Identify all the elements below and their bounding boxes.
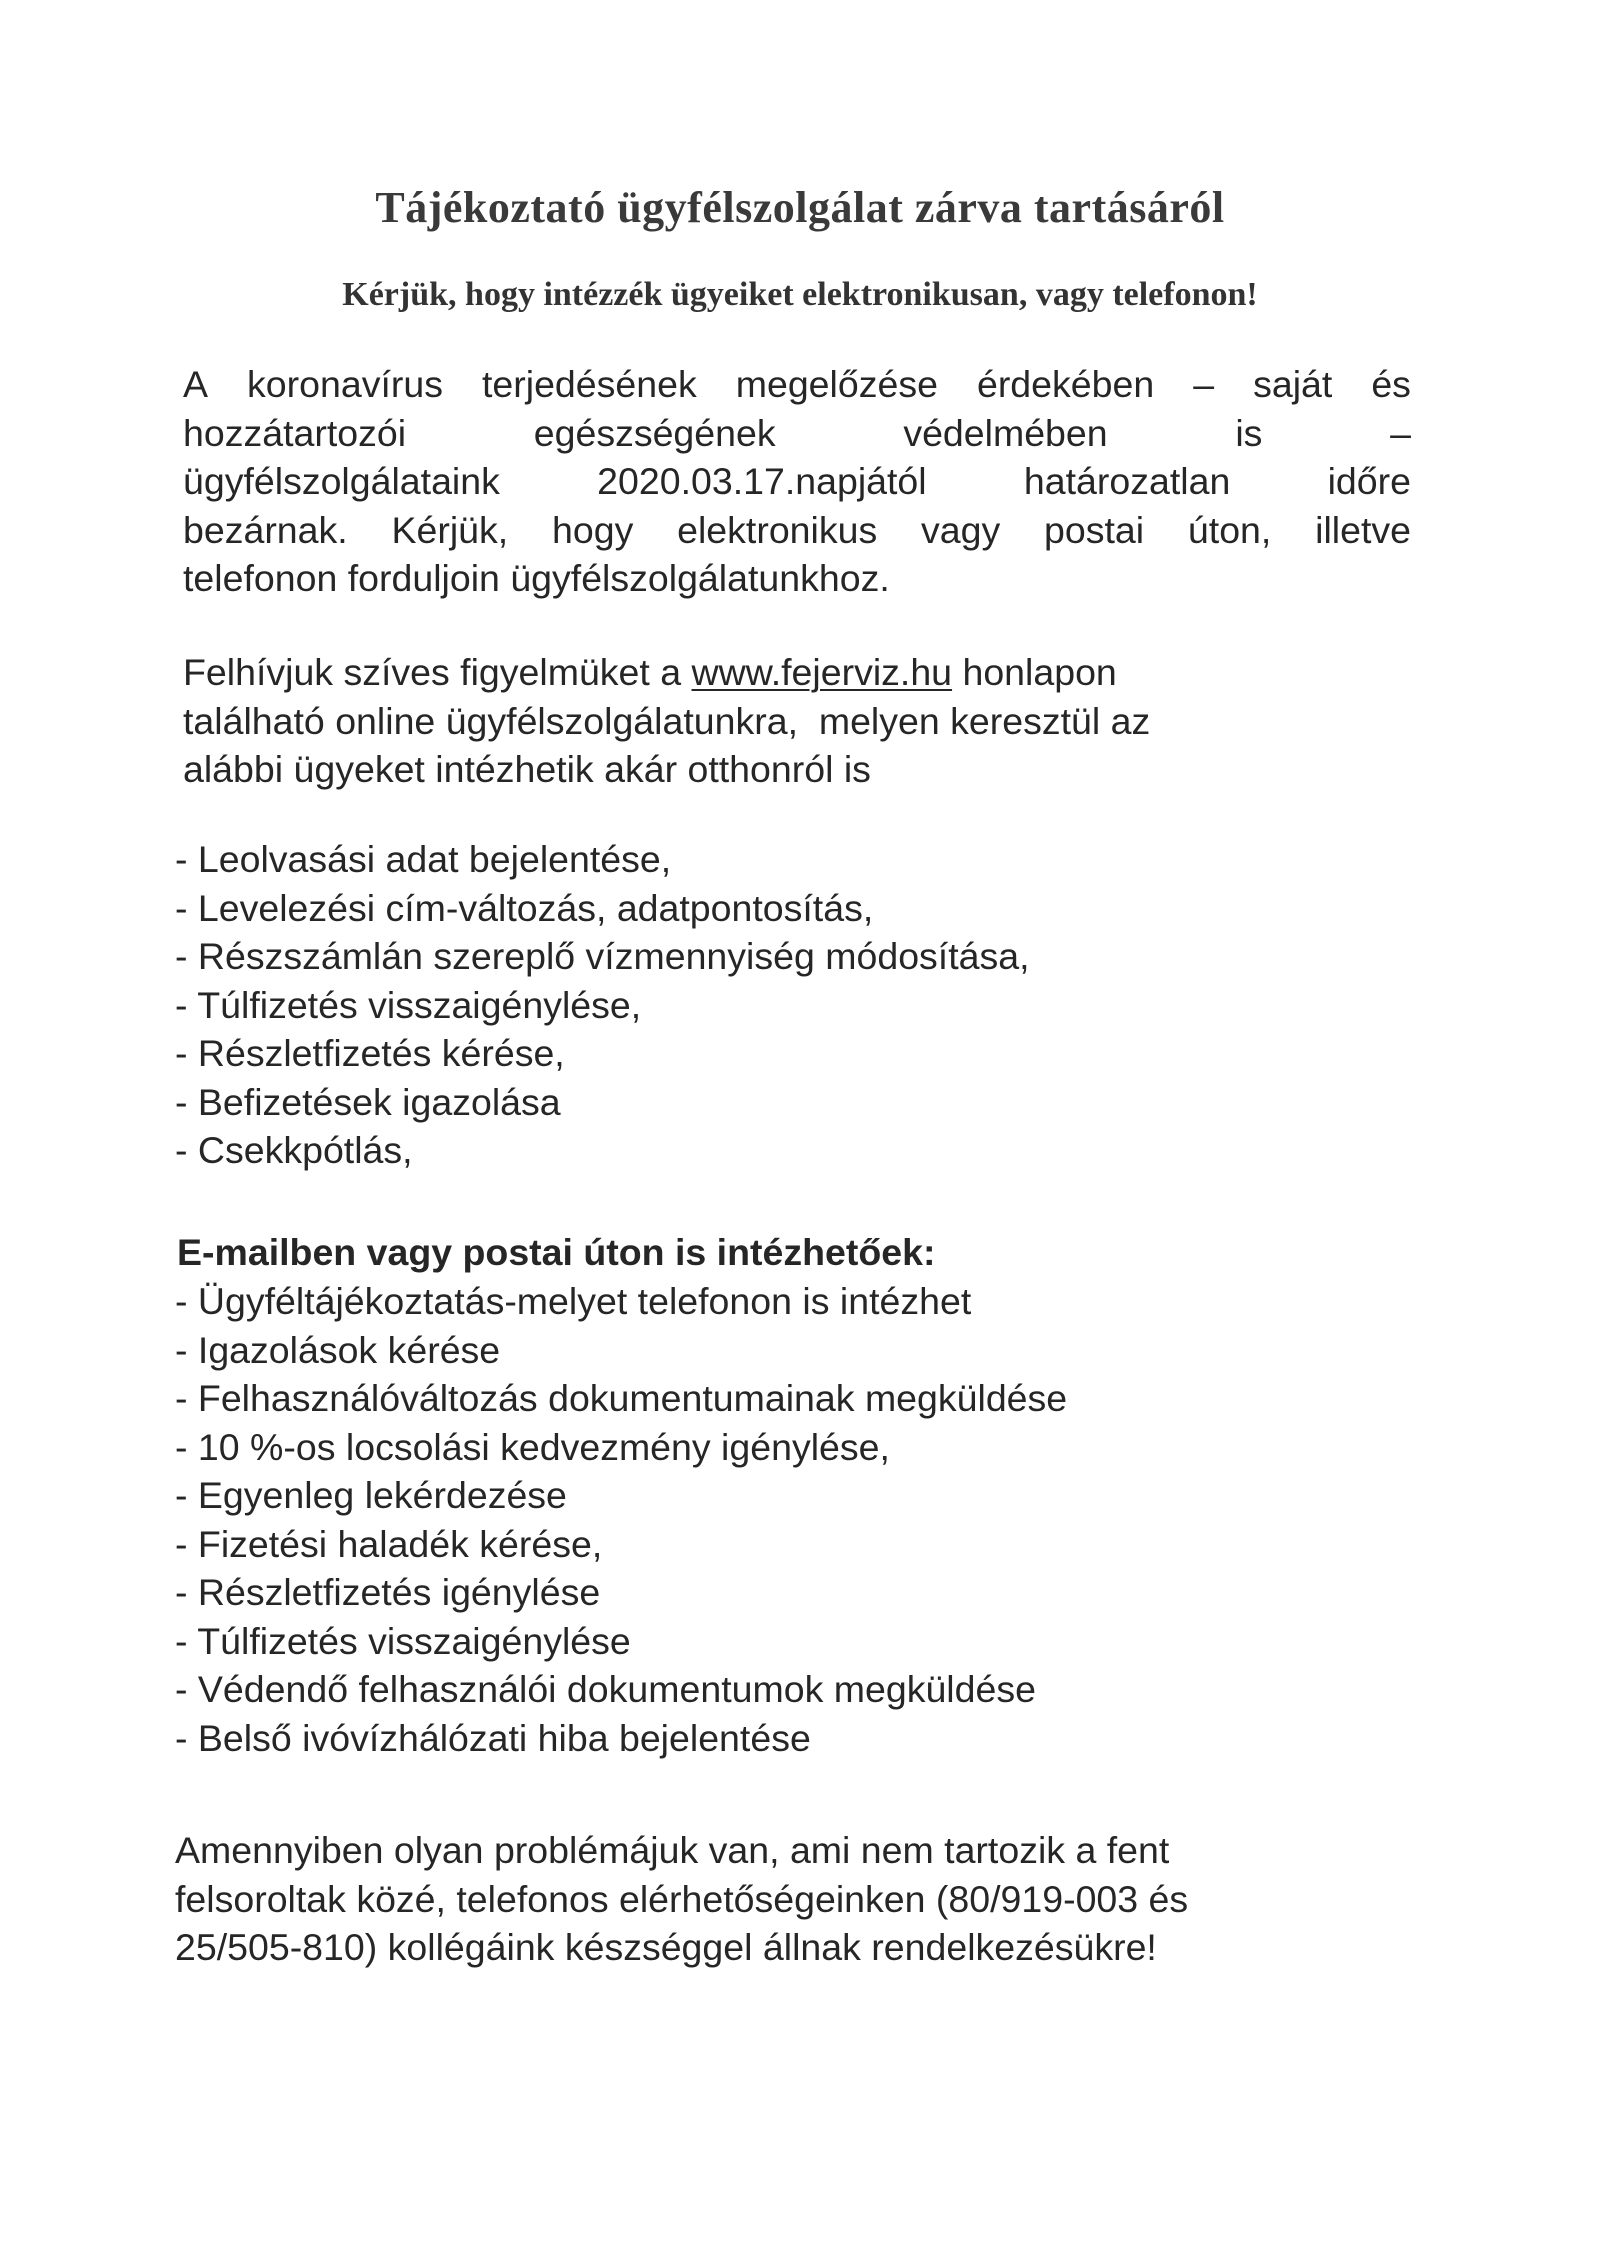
document-title: Tájékoztató ügyfélszolgálat zárva tartásáról	[375, 183, 1225, 232]
list-item: - Igazolások kérése	[175, 1328, 501, 1371]
word: érdekében	[976, 363, 1155, 405]
list-item: - Részletfizetés kérése,	[175, 1032, 565, 1074]
word: illetve	[1315, 508, 1411, 551]
list-item: - Felhasználóváltozás dokumentumainak megküldése	[175, 1377, 1068, 1419]
online-line-2: található online ügyfélszolgálatunkra, melyen keresztül az	[183, 699, 1151, 742]
intro-line-1	[183, 360, 1411, 409]
word: vagy	[921, 508, 1001, 551]
online-line-3: alábbi ügyeket intézhetik akár otthonról is	[183, 748, 871, 790]
fejerviz-website-link[interactable]: www.fejerviz.hu	[691, 651, 953, 693]
word: védelmében	[903, 411, 1108, 454]
word: saját	[1253, 363, 1333, 405]
intro-line-4	[183, 506, 1411, 555]
list-item: - Részletfizetés igénylése	[175, 1571, 601, 1613]
word: úton,	[1187, 508, 1272, 551]
list-item: - Túlfizetés visszaigénylése	[175, 1619, 631, 1662]
intro-paragraph	[183, 360, 1411, 603]
intro-line-2	[183, 409, 1411, 458]
word: és	[1371, 363, 1411, 405]
list-item: - Levelezési cím-változás, adatpontosítás,	[175, 886, 874, 929]
list-item: - Ügyféltájékoztatás-melyet telefonon is intézhet	[175, 1280, 972, 1322]
word: –	[1193, 363, 1215, 405]
list-item: - Túlfizetés visszaigénylése,	[175, 983, 642, 1026]
word: A	[183, 363, 209, 405]
online-line-1	[183, 648, 1443, 697]
word: hozzátartozói	[183, 411, 407, 454]
word: bezárnak.	[183, 508, 348, 551]
list-item: - Részszámlán szereplő vízmennyiség módosítása,	[175, 935, 1030, 977]
email-post-heading: E-mailben vagy postai úton is intézhetőek:	[177, 1231, 936, 1273]
online-line-1-end: honlapon	[952, 651, 1117, 693]
intro-line-5	[183, 554, 1411, 603]
word: ügyfélszolgálataink	[183, 460, 500, 502]
online-service-paragraph	[183, 648, 1443, 794]
word: időre	[1327, 460, 1411, 502]
word: megelőzése	[735, 363, 938, 405]
online-line-1-start: Felhívjuk szíves figyelmüket a	[183, 651, 692, 693]
closing-line-2: felsoroltak közé, telefonos elérhetőségeinken (80/919-003 és	[175, 1877, 1189, 1920]
list-item: - Védendő felhasználói dokumentumok megküldése	[175, 1668, 1036, 1710]
email-post-services-list	[175, 1277, 1067, 1762]
list-item: - Egyenleg lekérdezése	[175, 1474, 567, 1516]
word: hogy	[552, 508, 634, 551]
word: Kérjük,	[391, 508, 509, 551]
closing-line-1: Amennyiben olyan problémájuk van, ami nem tartozik a fent	[175, 1829, 1170, 1871]
word: határozatlan	[1023, 460, 1231, 502]
list-item: - Csekkpótlás,	[175, 1129, 413, 1171]
document-subtitle: Kérjük, hogy intézzék ügyeiket elektronikusan, vagy telefonon!	[342, 276, 1258, 313]
word: egészségének	[533, 411, 776, 454]
word: –	[1390, 411, 1411, 454]
word: postai	[1044, 508, 1145, 551]
list-item: - 10 %-os locsolási kedvezmény igénylése,	[175, 1425, 890, 1468]
closing-paragraph	[175, 1826, 1435, 1972]
date-text: 2020.03.17.napjától	[597, 460, 927, 502]
word: is	[1235, 411, 1263, 454]
closing-line-3: 25/505-810) kollégáink készséggel állnak rendelkezésükre!	[175, 1926, 1157, 1968]
list-item: - Fizetési haladék kérése,	[175, 1522, 603, 1565]
word: elektronikus	[677, 508, 878, 551]
online-services-list	[175, 835, 1030, 1175]
intro-line-3	[183, 457, 1411, 506]
word: terjedésének	[481, 363, 697, 405]
intro-last-line: telefonon forduljoin ügyfélszolgálatunkhoz.	[183, 557, 890, 599]
list-item: - Leolvasási adat bejelentése,	[175, 838, 672, 880]
list-item: - Belső ivóvízhálózati hiba bejelentése	[175, 1716, 811, 1759]
word: koronavírus	[247, 363, 443, 405]
list-item: - Befizetések igazolása	[175, 1080, 561, 1123]
